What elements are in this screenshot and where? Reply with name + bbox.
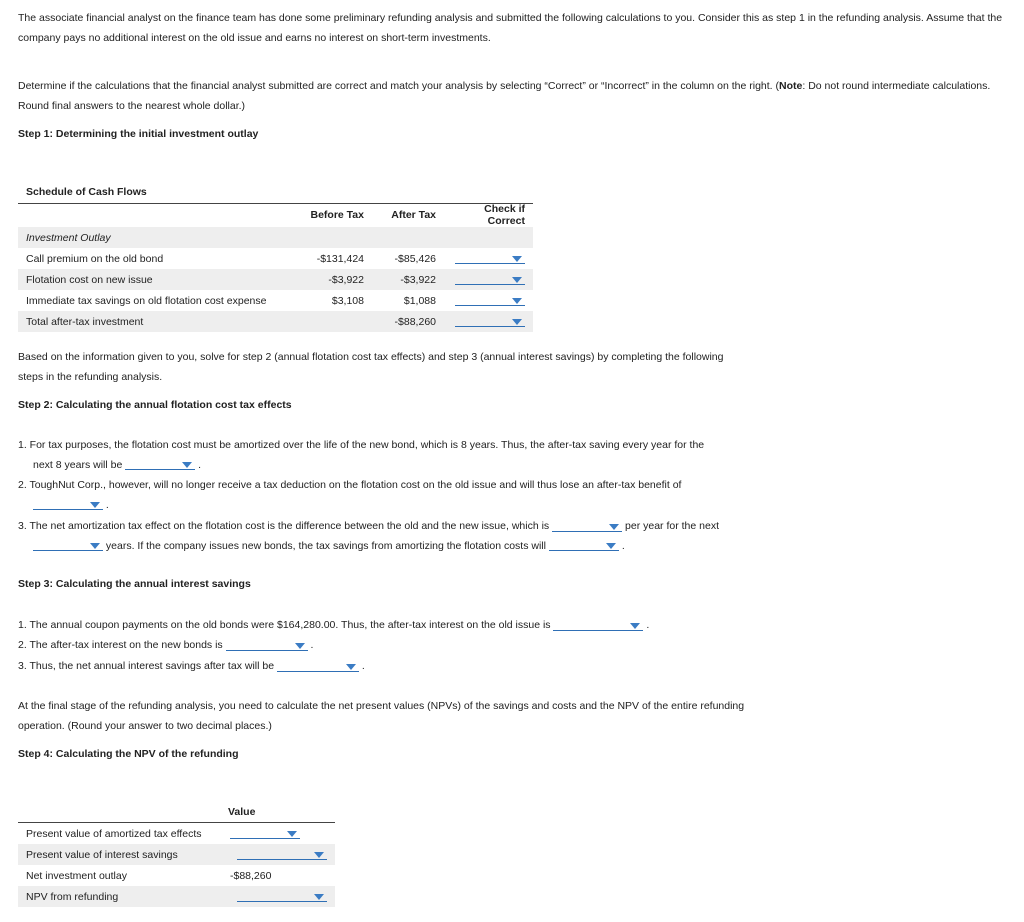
years-dropdown[interactable] [33, 540, 103, 551]
between-paragraph: Based on the information given to you, solve for step 2 (annual flotation cost tax effects) and step 3 (annual interest savings) by completing the following steps in the refunding analysis. [18, 351, 724, 383]
table-row [18, 248, 533, 269]
before-tax-value: -$131,424 [316, 252, 364, 265]
period: . [621, 539, 625, 552]
caret-down-icon [512, 298, 522, 304]
check-dropdown[interactable] [455, 253, 525, 264]
row-label: Flotation cost on new issue [26, 273, 153, 286]
period: . [198, 458, 202, 471]
table-row [18, 844, 335, 865]
check-dropdown[interactable] [455, 274, 525, 285]
step3-heading: Step 3: Calculating the annual interest savings [18, 578, 251, 590]
old-interest-dropdown[interactable] [553, 620, 643, 631]
final-paragraph: At the final stage of the refunding analysis, you need to calculate the net present values (NPVs) of the savings and costs and the NPV of the entire refunding operation. (Round your answer to two decimal places.) [18, 700, 745, 732]
step4-heading: Step 4: Calculating the NPV of the refunding [18, 748, 239, 760]
pv-amortized-dropdown[interactable] [230, 828, 300, 839]
col-check: Check if Correct [484, 203, 525, 227]
step2-item2-text: 2. ToughNut Corp., however, will no longer receive a tax deduction on the flotation cost on the old issue and will thus lose an after-tax benefit of [18, 479, 682, 491]
row-label: Present value of interest savings [26, 848, 178, 861]
caret-down-icon [90, 502, 100, 508]
step3-item3-text: 3. Thus, the net annual interest savings after tax will be [18, 660, 275, 672]
caret-down-icon [295, 643, 305, 649]
instructions-text: Determine if the calculations that the financial analyst submitted are correct and match your analysis by selecting “Correct” or “Incorrect” in the column on the right. ( [18, 80, 780, 92]
step3-item3 [18, 657, 365, 677]
caret-down-icon [606, 543, 616, 549]
caret-down-icon [90, 543, 100, 549]
table-row [18, 311, 533, 332]
net-outlay-value: -$88,260 [230, 869, 272, 882]
note-label: Note [779, 80, 803, 92]
after-tax-value: -$85,426 [394, 252, 436, 265]
net-interest-savings-dropdown[interactable] [277, 661, 359, 672]
col-after-tax: After Tax [391, 209, 436, 221]
npv-table [18, 823, 335, 907]
table-title: Schedule of Cash Flows [26, 186, 147, 198]
tax-savings-direction-dropdown[interactable] [549, 540, 619, 551]
step1-heading: Step 1: Determining the initial investment outlay [18, 128, 259, 140]
annual-saving-dropdown[interactable] [125, 459, 195, 470]
row-label: Net investment outlay [26, 869, 127, 882]
after-tax-value: $1,088 [403, 294, 436, 307]
period: . [646, 619, 650, 631]
pv-interest-dropdown[interactable] [237, 849, 327, 860]
step3-item2-text: 2. The after-tax interest on the new bonds is [18, 639, 223, 651]
lost-benefit-dropdown[interactable] [33, 499, 103, 510]
caret-down-icon [287, 831, 297, 837]
table-row [18, 865, 335, 886]
instructions-paragraph [18, 77, 1008, 116]
step2-item2 [18, 476, 1008, 515]
period: . [105, 498, 109, 511]
step2-heading: Step 2: Calculating the annual flotation cost tax effects [18, 399, 292, 411]
check-dropdown[interactable] [455, 295, 525, 306]
row-label: Call premium on the old bond [26, 252, 164, 265]
row-label: Immediate tax savings on old flotation cost expense [26, 294, 267, 307]
row-label: Present value of amortized tax effects [26, 827, 202, 840]
caret-down-icon [182, 462, 192, 468]
row-label: Total after-tax investment [26, 315, 144, 328]
table-row [18, 823, 335, 844]
step2-item1 [18, 436, 1008, 475]
before-tax-value: $3,108 [331, 294, 364, 307]
step2-item1-text: 1. For tax purposes, the flotation cost must be amortized over the life of the new bond, which is 8 years. Thus, the after-tax saving every year for the [18, 439, 705, 451]
table-row [18, 269, 533, 290]
intro-paragraph: The associate financial analyst on the finance team has done some preliminary refunding analysis and submitted the following calculations to you. Consider this as step 1 in the refunding analysis. Assume that the company pays no additional interest on the old issue and earns no interest on short-term investments. [18, 12, 1003, 44]
table-row [18, 886, 335, 907]
after-tax-value: -$88,260 [394, 315, 436, 328]
caret-down-icon [314, 852, 324, 858]
caret-down-icon [346, 664, 356, 670]
col-before-tax: Before Tax [310, 209, 364, 221]
net-amortization-dropdown[interactable] [552, 521, 622, 532]
step2-item3-text: 3. The net amortization tax effect on the flotation cost is the difference between the old and the new issue, which is [18, 520, 550, 532]
period: . [361, 660, 365, 672]
period: . [310, 639, 314, 651]
after-tax-value: -$3,922 [400, 273, 436, 286]
before-tax-value: -$3,922 [328, 273, 364, 286]
step2-item1-text-cont: next 8 years will be [33, 458, 123, 471]
instructions-note: : Do not round intermediate calculations. Round final answers to the nearest whole dollar.) [18, 80, 991, 112]
new-interest-dropdown[interactable] [226, 640, 308, 651]
step2-item3-text-b: per year for the next [625, 520, 719, 532]
col-value: Value [228, 806, 256, 818]
caret-down-icon [630, 623, 640, 629]
npv-dropdown[interactable] [237, 891, 327, 902]
step3-item1 [18, 616, 649, 636]
table-row [18, 227, 533, 248]
caret-down-icon [512, 277, 522, 283]
caret-down-icon [512, 319, 522, 325]
step2-item3 [18, 517, 1018, 556]
row-label: NPV from refunding [26, 890, 119, 903]
step3-item1-text: 1. The annual coupon payments on the old bonds were $164,280.00. Thus, the after-tax interest on the old issue is [18, 619, 551, 631]
cash-flow-table [18, 203, 533, 332]
section-label: Investment Outlay [26, 231, 111, 244]
caret-down-icon [314, 894, 324, 900]
table-header-row [18, 203, 533, 227]
before-tax-value [290, 311, 372, 332]
caret-down-icon [609, 524, 619, 530]
caret-down-icon [512, 256, 522, 262]
table-row [18, 290, 533, 311]
step2-item3-text-c: years. If the company issues new bonds, the tax savings from amortizing the flotation costs will [105, 539, 546, 552]
check-dropdown[interactable] [455, 316, 525, 327]
step3-item2 [18, 636, 313, 656]
